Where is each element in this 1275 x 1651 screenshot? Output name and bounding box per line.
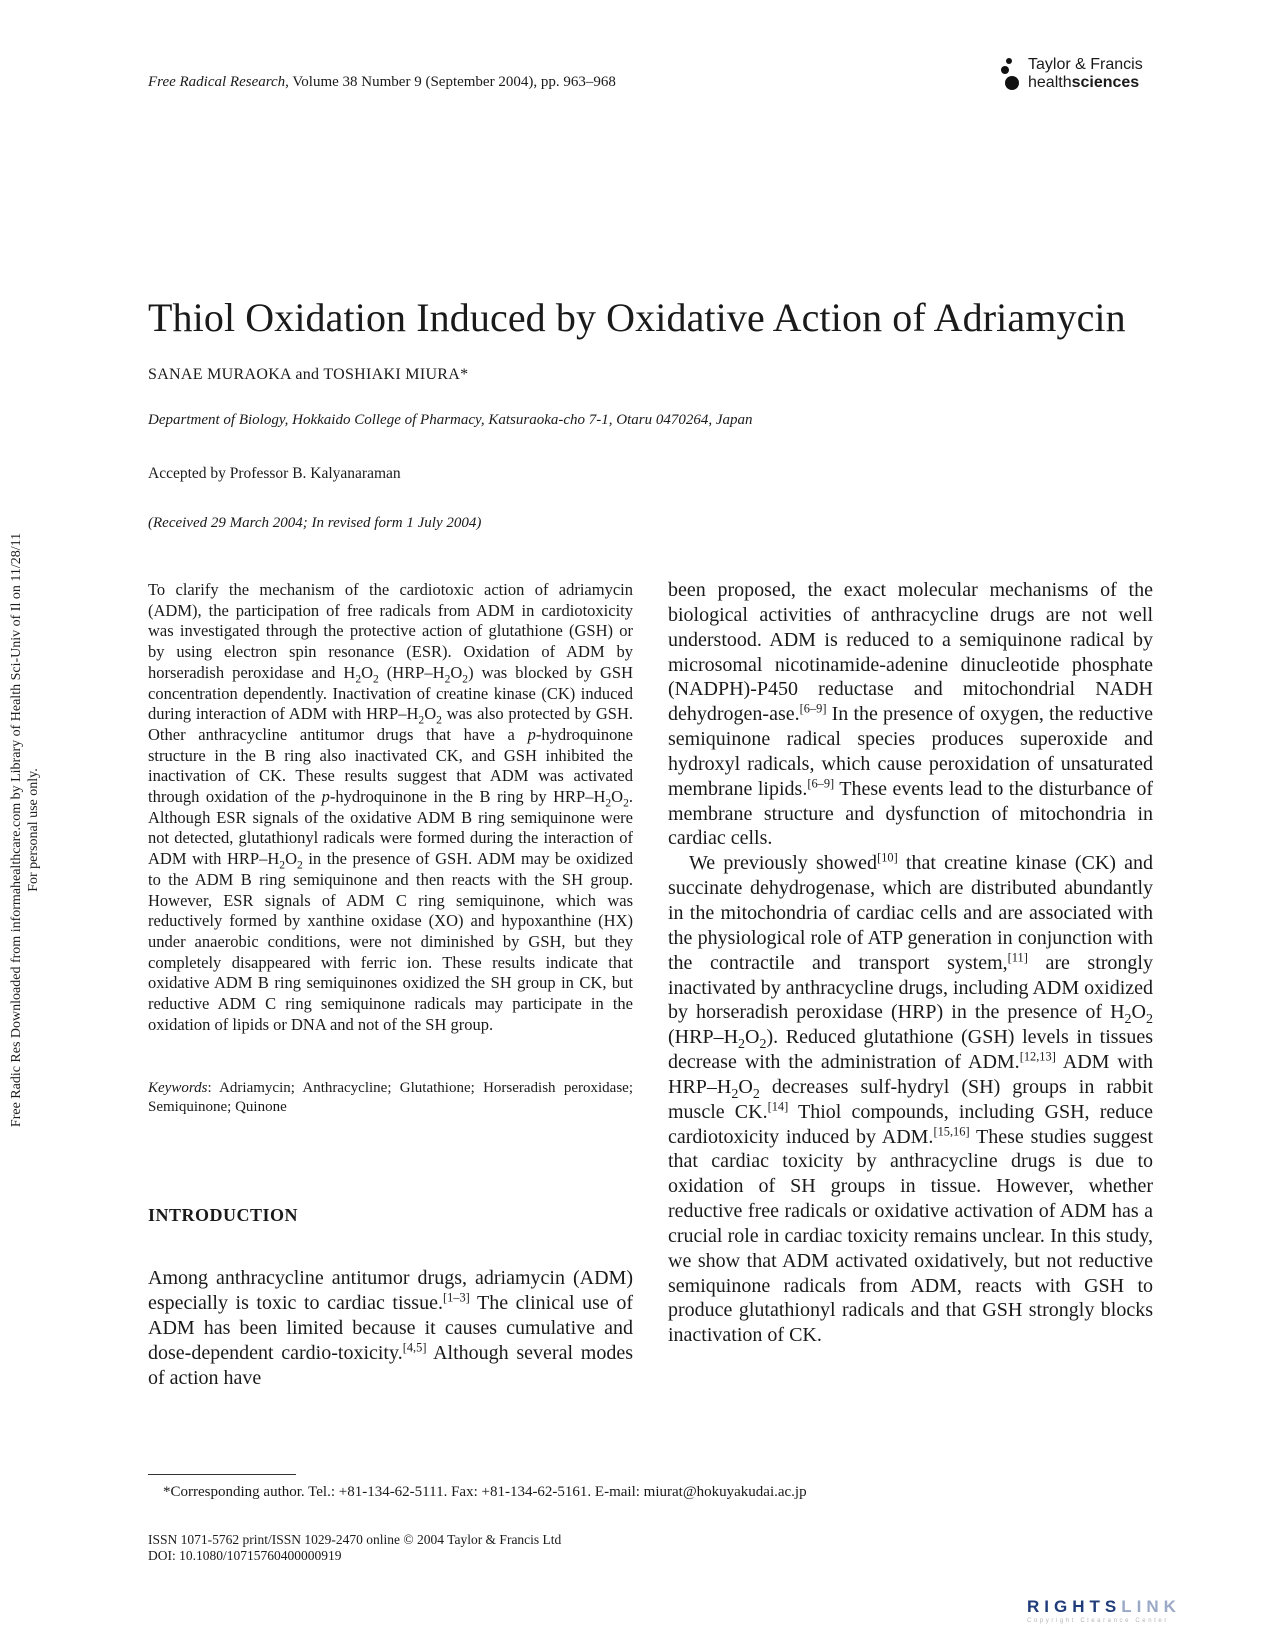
introduction-paragraph-2: We previously showed[10] that creatine kinase (CK) and succinate dehydrogenase, which are distributed abundantly in the mitochondria of cardiac cells and are associated with the physiological role of ATP generation in conjunction with the contractile and transport system,[11] are strongly inactivated by anthracycline drugs, including ADM oxidized by horseradish peroxidase (HRP) in the presence of $H_2O_2$ $(HRP-H_2O_2)$. Reduced glutathione (GSH) levels in tissues decrease with the administration of ADM.[12,13] ADM with HRP–$H_2O_2$ decreases sulf-hydryl (SH) groups in rabbit muscle CK.[14] Thiol compounds, including GSH, reduce cardiotoxicity induced by ADM.[15,16] These studies suggest that cardiac toxicity by anthracycline drugs is due to oxidation of SH groups in tissue. However, whether reductive free radicals or oxidative activation of ADM has a crucial role in cardiac toxicity remains unclear. In this study, we show that ADM activated oxidatively, but not reductive semiquinone radicals from ADM, reacts with GSH to produce glutathionyl radicals and that GSH strongly blocks inactivation of CK.	[668, 850, 1154, 1347]
journal-details: , Volume 38 Number 9 (September 2004), pp. 963–968	[285, 74, 616, 90]
side-note-line2: For personal use only.	[26, 768, 41, 892]
publisher-division-a: health	[1028, 74, 1072, 91]
rightslink-a: RIGHTS	[1027, 1597, 1122, 1616]
corresponding-author-footnote: *Corresponding author. Tel.: +81-134-62-5111. Fax: +81-134-62-5161. E-mail: miurat@hokuyakudai.ac.jp	[163, 1484, 807, 1500]
publisher-logo-icon	[1000, 56, 1024, 96]
introduction-paragraph-1-cont: been proposed, the exact molecular mechanisms of the biological activities of anthracycline drugs are not well understood. ADM is reduced to a semiquinone radical by microsomal nicotinamide-adenine dinucleotide phosphate (NADPH)-P450 reductase and mitochondrial NADH dehydrogen-ase.[6–9] In the presence of oxygen, the reductive semiquinone radical species produces superoxide and hydroxyl radicals, which cause peroxidation of unsaturated membrane lipids.[6–9] These events lead to the disturbance of membrane structure and dysfunction of mitochondria in cardiac cells.	[668, 579, 1154, 850]
citation-ref[interactable]: [12,13]	[1019, 1049, 1056, 1064]
keywords-label: Keywords	[148, 1080, 208, 1097]
received-dates: (Received 29 March 2004; In revised form 1 July 2004)	[148, 515, 482, 531]
footnote-divider	[148, 1474, 296, 1475]
issn-doi-block	[148, 1532, 561, 1564]
article-title: Thiol Oxidation Induced by Oxidative Action of Adriamycin	[148, 295, 1126, 340]
rightslink-b: LINK	[1121, 1597, 1181, 1616]
accepted-by: Accepted by Professor B. Kalyanaraman	[148, 465, 401, 482]
publisher-logo	[1000, 56, 1160, 96]
rightslink-logo[interactable]	[1027, 1597, 1181, 1617]
citation-ref[interactable]: [6–9]	[799, 701, 827, 716]
citation-ref[interactable]: [6–9]	[807, 776, 835, 791]
keywords	[148, 1079, 633, 1117]
publisher-name: Taylor & Francis	[1028, 56, 1143, 73]
side-download-note	[0, 470, 50, 1190]
journal-name: Free Radical Research	[148, 74, 286, 90]
citation-ref[interactable]: [1–3]	[442, 1290, 470, 1305]
rightslink-subtitle: Copyright Clearance Center	[1027, 1618, 1169, 1624]
introduction-paragraph-1: Among anthracycline antitumor drugs, adriamycin (ADM) especially is toxic to cardiac tissue.[1–3] The clinical use of ADM has been limited because it causes cumulative and dose-dependent cardio-toxicity.[4,5] Although several modes of action have	[148, 1267, 633, 1389]
keywords-text: : Adriamycin; Anthracycline; Glutathione; Horseradish peroxidase; Semiquinone; Quinone	[148, 1080, 633, 1116]
publisher-division	[1028, 74, 1139, 92]
article-affiliation: Department of Biology, Hokkaido College of Pharmacy, Katsuraoka-cho 7-1, Otaru 0470264, Japan	[148, 412, 753, 428]
citation-ref[interactable]: [15,16]	[933, 1123, 970, 1138]
section-heading-introduction: INTRODUCTION	[148, 1205, 299, 1226]
citation-ref[interactable]: [4,5]	[402, 1340, 427, 1355]
doi-line[interactable]: DOI: 10.1080/10715760400000919	[148, 1548, 342, 1563]
left-column	[148, 580, 633, 1410]
right-column	[668, 578, 1153, 1348]
citation-ref[interactable]: [10]	[877, 850, 898, 865]
journal-citation	[148, 74, 616, 91]
abstract: To clarify the mechanism of the cardiotoxic action of adriamycin (ADM), the participation of free radicals from ADM in cardiotoxicity was investigated through the protective action of glutathione (GSH) or by using electron spin resonance (ESR). Oxidation of ADM by horseradish peroxidase and $H_2O_2$ $(HRP-H_2O_2)$ was blocked by GSH concentration dependently. Inactivation of creatine kinase (CK) induced during interaction of ADM with HRP–$H_2O_2$ was also protected by GSH. Other anthracycline antitumor drugs that have a p-hydroquinone structure in the B ring also inactivated CK, and GSH inhibited the inactivation of CK. These results suggest that ADM was activated through oxidation of the p-hydroquinone in the B ring by HRP–$H_2O_2$. Although ESR signals of the oxidative ADM B ring semiquinone were not detected, glutathionyl radicals were formed during the interaction of ADM with HRP–$H_2O_2$ in the presence of GSH. ADM may be oxidized to the ADM B ring semiquinone and then reacts with the SH group. However, ESR signals of ADM C ring semiquinone, which was reductively formed by xanthine oxidase (XO) and hypoxanthine (HX) under anaerobic conditions, were not diminished by GSH, but they completely disappeared with ferric ion. These results indicate that oxidative ADM B ring semiquinones oxidized the SH group in CK, but reductive ADM C ring semiquinone radicals may participate in the oxidation of lipids or DNA and not of the SH group.	[148, 580, 634, 1034]
publisher-division-b: sciences	[1071, 74, 1140, 91]
side-note-line1: Free Radic Res Downloaded from informahealthcare.com by Library of Health Sci-Univ of Il on 11/28/11	[9, 532, 24, 1128]
citation-ref[interactable]: [14]	[767, 1099, 789, 1114]
citation-ref[interactable]: [11]	[1007, 950, 1028, 964]
issn-line: ISSN 1071-5762 print/ISSN 1029-2470 online © 2004 Taylor & Francis Ltd	[148, 1532, 562, 1547]
article-authors: SANAE MURAOKA and TOSHIAKI MIURA*	[148, 366, 469, 383]
